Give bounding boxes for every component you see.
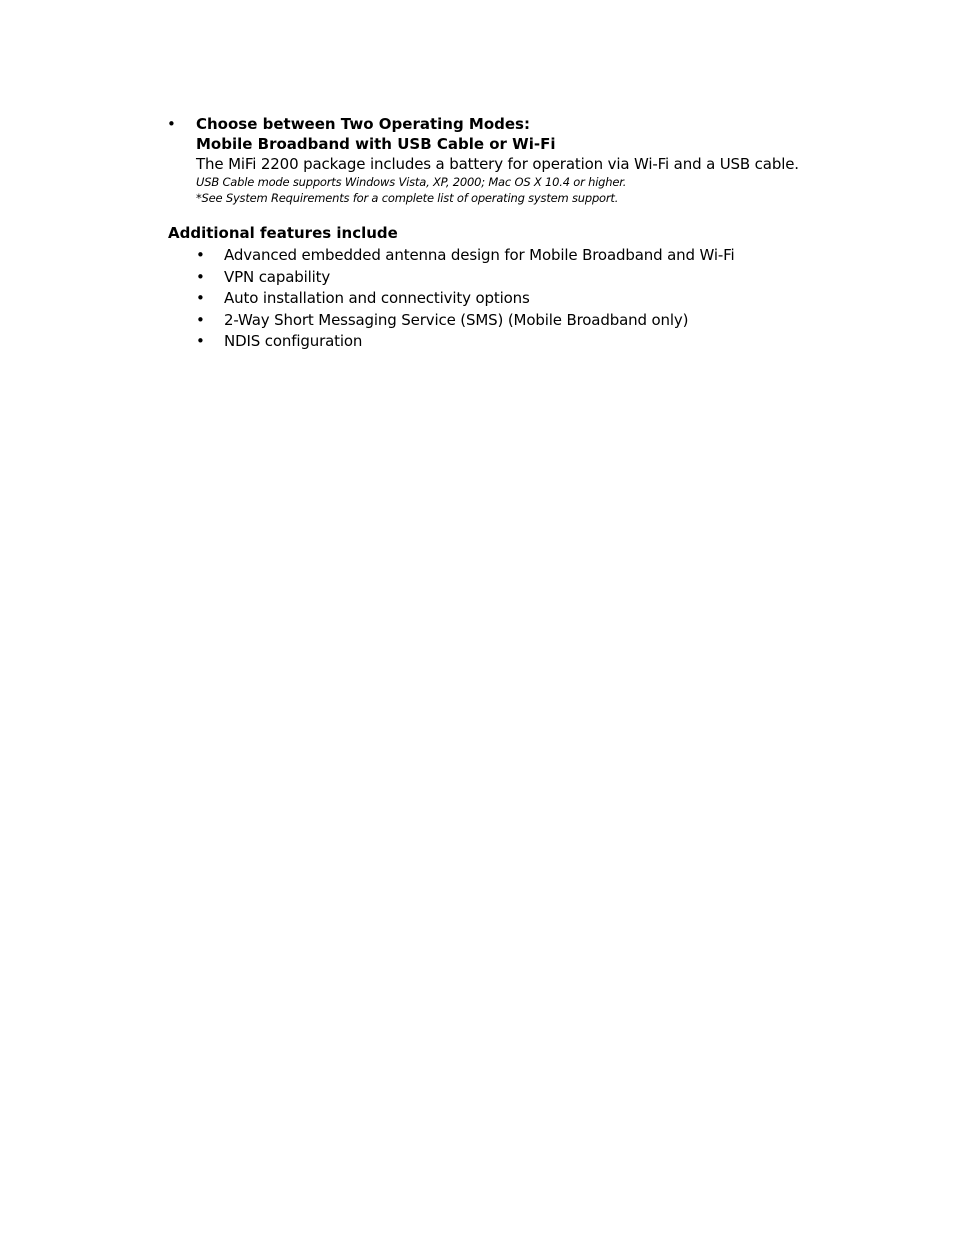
- list-item: [196, 331, 735, 353]
- list-item: [196, 288, 735, 310]
- list-bullet: •: [196, 246, 205, 264]
- operating-modes-block: [196, 114, 896, 206]
- list-item: [196, 245, 735, 267]
- modes-heading-line1: Choose between Two Operating Modes:: [196, 115, 530, 133]
- features-list: [196, 245, 735, 353]
- features-heading: Additional features include: [168, 224, 398, 242]
- list-item-text: 2-Way Short Messaging Service (SMS) (Mobile Broadband only): [224, 310, 689, 329]
- modes-heading-line2: Mobile Broadband with USB Cable or Wi-Fi: [196, 135, 556, 153]
- modes-bullet: •: [167, 115, 176, 133]
- modes-description: The MiFi 2200 package includes a battery for operation via Wi-Fi and a USB cable.: [196, 155, 799, 173]
- list-item: [196, 267, 735, 289]
- list-item-text: Advanced embedded antenna design for Mobile Broadband and Wi-Fi: [224, 246, 735, 264]
- list-item: [196, 310, 735, 332]
- list-item-text: VPN capability: [224, 267, 331, 286]
- list-bullet: •: [196, 332, 205, 350]
- list-item-text: NDIS configuration: [224, 332, 363, 350]
- modes-note-line1: USB Cable mode supports Windows Vista, XP, 2000; Mac OS X 10.4 or higher.: [196, 175, 627, 189]
- list-item-text: Auto installation and connectivity options: [224, 289, 530, 307]
- list-bullet: •: [196, 310, 205, 329]
- list-bullet: •: [196, 267, 205, 286]
- modes-note-line2: *See System Requirements for a complete list of operating system support.: [196, 191, 619, 205]
- list-bullet: •: [196, 289, 205, 307]
